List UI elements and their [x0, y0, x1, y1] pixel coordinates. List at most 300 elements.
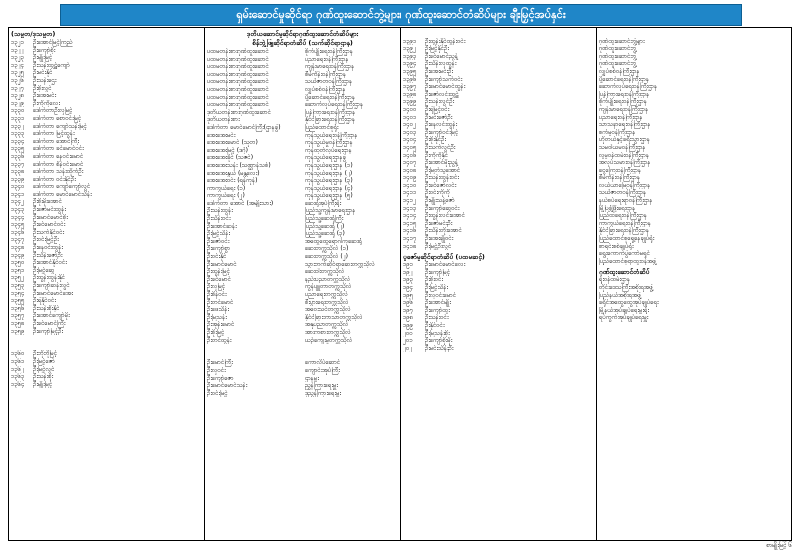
row-left: ဦးလှမြင့် — [207, 283, 226, 291]
list-item: ဆောက်လုပ်ရေးဝန်ကြီးဌာန — [599, 83, 658, 91]
entry-number: ၁၄၀၀ — [403, 105, 417, 113]
row-left: အေးအေးမင်း — [207, 131, 236, 139]
list-item — [11, 312, 202, 320]
list-item — [403, 174, 594, 182]
entry-number: ၁၄၀၈ — [403, 166, 417, 174]
row-right: စီးပွားရေးတက္ကသိုလ် — [305, 298, 349, 306]
entry-text: ဦးအောင်မိုးညွန့် — [425, 159, 459, 167]
row-left: ဒုတိယတန်းစား — [207, 116, 240, 124]
entry-text: ဦးမြသန်းစိုး — [425, 329, 450, 337]
list-item — [403, 68, 594, 76]
list-item — [403, 299, 594, 307]
list-item — [11, 328, 202, 336]
list-item — [11, 107, 202, 115]
row-right: ကုန်သွယ်ရေးဌာန (၂) — [305, 169, 353, 177]
entry-text: ဦးရဲနိုင်ဝင်း — [33, 297, 56, 305]
entry-text: ဦးအောင်မြင့်ကြည် — [33, 39, 73, 46]
entry-number: ၁၄၁၅ — [403, 219, 417, 227]
list-item: စာရင်းစစ်ချုပ်ရုံး — [599, 242, 634, 250]
row-right: ဆေးတက္ကသိုလ် (၁) — [305, 245, 349, 253]
list-item: ပြည်ထောင်စုရှေ့နေချုပ်ရုံး — [599, 235, 655, 243]
entry-number: ၁၃၅၆ — [11, 304, 25, 312]
list-item — [11, 236, 202, 244]
row-left: ဦးမောင်ကြီး — [207, 359, 233, 367]
table-column-3 — [401, 28, 597, 540]
entry-text: ဦးကျော်ဆန်းလွင် — [33, 282, 70, 289]
entry-number: ၁၃၂၆ — [11, 76, 25, 84]
row-left: ပထမတန်းစားဂုဏ်ထူးဆောင် — [207, 85, 269, 93]
list-item — [403, 235, 594, 243]
list-item — [11, 161, 202, 169]
row-right: ကောလိပ်ဆောင် — [305, 359, 341, 367]
entry-text: ဦးမြင့်နိုင်ဦး — [425, 45, 449, 53]
list-item — [11, 77, 202, 85]
list-item — [403, 197, 594, 205]
row-left: ပထမတန်းစားဂုဏ်ထူးဆောင် — [207, 63, 269, 71]
row-right: ကုန်ထုတ်လုပ်ရေးဌာန — [305, 146, 352, 154]
entry-number: ၁၃၉၄ — [403, 60, 417, 68]
entry-number: ၁၃၄၁ — [11, 190, 25, 198]
list-item: တိုင်းဒေသကြီးအစိုးရအဖွဲ့ — [599, 284, 653, 291]
row-left: ပထမတန်းစားဂုဏ်ထူးဆောင် — [207, 70, 269, 78]
list-item — [11, 320, 202, 328]
entry-text: ဦးလှဝင်းမောင် — [425, 291, 457, 299]
column-2-rows — [207, 48, 398, 397]
row-right: အထွေထွေရောဂါကုဆေးရုံ — [305, 237, 362, 245]
list-item: ပညာရေးဝန်ကြီးဌာန — [599, 113, 643, 121]
row-right: ကုန်သွယ်ရေးဌာန (၃) — [305, 177, 353, 185]
entry-text: ဦးဇော်လင်းထွဋ် — [425, 90, 459, 98]
entry-text: ဦးနေဝင်းထွန်း — [33, 244, 63, 252]
entry-number: ၁၃၃၆ — [11, 152, 25, 160]
list-item: နိုင်ငံခြားရေးဝန်ကြီးဌာန — [599, 227, 650, 235]
list-item: ခရိုင်အထွေထွေအုပ်ချုပ်ရေး — [599, 299, 659, 307]
entry-text: ဦးခင်မောင်ညွန့် — [425, 52, 458, 60]
entry-number: ၁၃၄၄ — [11, 213, 25, 221]
entry-text: ဦးဇော်မင်းထွန်း — [33, 206, 66, 214]
row-right: ပြည်သူ့ဆေးရုံ (၃) — [305, 230, 345, 238]
entry-number: ၁၄၀၅ — [403, 143, 417, 151]
entry-number: ၁၃၃၇ — [11, 160, 25, 168]
list-item — [403, 220, 594, 228]
entry-text: ဒေါက်တာ မြင့်ထွန်း — [33, 130, 75, 138]
entry-text: ဦးသိန်းလှထွန်း — [425, 60, 457, 68]
list-item — [11, 229, 202, 237]
entry-text: ဒေါက်တာ ဝင်းနိုင်ဦး — [33, 175, 76, 183]
list-item — [11, 274, 202, 282]
entry-text: ဦးမင်းသိန်းဦး — [425, 344, 454, 352]
row-left: ဒေါက်တာ မောင်မောင်ကြီး(ဌာနခွဲ) — [207, 123, 281, 131]
row-left: ဦးတင်မောင် — [207, 298, 234, 306]
column-3-section-head: ပူဇော်မှုဆိုင်ရာတံဆိပ် (ပထမဆင့်) — [403, 253, 485, 262]
column-1-entries — [11, 39, 202, 335]
entry-text: ဦးကျော်မြင့်ဦး — [33, 327, 64, 335]
list-item — [11, 145, 202, 153]
list-item: ပြည်ထဲရေးဝန်ကြီးဌာန — [599, 212, 648, 220]
row-right: အဝေးသင်တက္ကသိုလ် — [305, 306, 351, 314]
list-item — [403, 76, 594, 84]
row-right: ဆောက်လုပ်ရေးဝန်ကြီးဌာန — [305, 101, 364, 109]
row-left: ဦးသန်းထွန်း — [207, 207, 233, 215]
list-item — [403, 314, 594, 322]
entry-text: ဦးသက်နိုင်ဝင်း — [33, 228, 65, 236]
row-right: စိုက်ပျိုးရေးဝန်ကြီးဌာန — [305, 48, 354, 55]
entry-text: ဒေါက်တာ ခင်မောင်ဝင်း — [33, 145, 84, 153]
list-item — [11, 92, 202, 100]
list-item — [11, 290, 202, 298]
list-item — [11, 252, 202, 260]
list-item — [403, 307, 594, 315]
entry-text: ဦးကျော်စိုး — [33, 46, 56, 54]
entry-text: ဦးမြင့်ဇော် — [33, 357, 55, 365]
entry-number: ၁၃၄၆ — [11, 228, 25, 236]
list-item: ပြည်နယ်အစိုးရအဖွဲ့ — [599, 291, 641, 299]
list-item: နယ်စပ်ရေးရာဝန်ကြီးဌာန — [599, 197, 653, 205]
list-item: ပြန်ကြားရေးဝန်ကြီးဌာန — [599, 90, 650, 98]
entry-number: ၁၃၅၈ — [11, 319, 25, 327]
list-item: ငွေကြေးဝန်ကြီးဌာန — [599, 166, 642, 174]
entry-text: ဦးအေးမင်းဦး — [425, 67, 454, 75]
entry-text: ဦးစိုးမိုးအောင် — [33, 198, 63, 206]
entry-text: ဦးခင်မောင်ကြီး — [33, 319, 66, 327]
entry-text: ဦးမျိုးမြင့် — [33, 380, 53, 388]
entry-number: ၁၃၆၂ — [11, 365, 25, 373]
row-left: ဦးအုန်းမောင် — [207, 321, 235, 329]
entry-text: ဦးဝင်းကိုကို — [425, 189, 450, 197]
list-item — [11, 69, 202, 77]
list-item — [11, 183, 202, 191]
entry-text: ဒေါက်တာ အောင်ကြီး — [33, 137, 80, 145]
entry-number: ၁၃၅၄ — [11, 289, 25, 297]
list-item — [403, 159, 594, 167]
row-right: ဌာနမှူး — [305, 374, 319, 382]
entry-text: ဒေါက်တာ နေဝင်းမောင် — [33, 152, 84, 160]
row-right: ဒုညွှန်ကြားရေးမှူး — [305, 389, 342, 397]
entry-number: ၁၄၁၂ — [403, 197, 417, 205]
list-item — [11, 358, 202, 366]
list-item: ရွေးကောက်ပွဲကော်မရှင် — [599, 250, 651, 258]
entry-text: ဦးကျော်ဆွေဝင်း — [425, 204, 460, 212]
entry-text: ဦးကိုကိုနိုင် — [425, 151, 449, 159]
list-item — [403, 129, 594, 137]
entry-number: ၁၃၂၁ — [11, 39, 25, 46]
entry-text: ဦးကိုကိုလေး — [33, 99, 60, 107]
list-item — [403, 106, 594, 114]
entry-number: ၁၃၅၇ — [11, 312, 25, 320]
entry-text: ဦးအောင်နိုင်ဝင်း — [33, 259, 67, 267]
entry-number: ၁၃၄၀ — [11, 183, 25, 191]
entry-text: ဦးခင်မောင်ဝင်း — [33, 221, 66, 229]
entry-text: ဦးမျိုးသန့်ဇော် — [425, 197, 455, 205]
list-item — [403, 121, 594, 129]
entry-text: ဦးမြတ်သူအောင် — [425, 166, 461, 174]
entry-text: ဦးသန်းစိုး — [33, 373, 54, 381]
entry-text: ဦးသန်းဌေး — [33, 76, 57, 84]
entry-number: ၁၃၂၈ — [11, 92, 25, 100]
entry-number: ၁၃၉၂ — [403, 45, 417, 53]
entry-text: ဦးသန်းလွင်ဦး — [425, 98, 455, 106]
list-item — [11, 282, 202, 290]
list-item — [403, 144, 594, 152]
row-right: ယဉ်ကျေးမှုတက္ကသိုလ် — [305, 336, 353, 344]
row-left: ဦးကျော်ဇော — [207, 374, 234, 382]
row-right: နိုင်ငံခြားရေးဝန်ကြီးဌာန — [305, 116, 356, 124]
entry-number: ၁၃၉၈ — [403, 90, 417, 98]
list-item — [403, 276, 594, 284]
list-item — [11, 381, 202, 389]
entry-number: ၁၃၂၇ — [11, 84, 25, 92]
entry-text: ဦးနိုင်ဝင်း — [425, 321, 445, 329]
entry-number: ၁၃၃၂ — [11, 122, 25, 130]
row-left: ဦးမြသန်း — [207, 313, 227, 321]
page-footer-note: စာမျိုးမြင့် ၆ — [766, 542, 792, 549]
entry-number: ၂၀၀ — [403, 329, 413, 337]
row-right: ကုန်သွယ်မှုဝန်ကြီးဌာန — [305, 139, 353, 147]
list-item — [403, 83, 594, 91]
list-item: စိုက်ပျိုးရေးဝန်ကြီးဌာန — [599, 98, 648, 106]
list-item: လယ်ယာမြေဝန်ကြီးဌာန — [599, 181, 651, 189]
entry-text: ဦးမြင့်ဦးလွင် — [425, 242, 452, 250]
column-2-left — [207, 48, 305, 397]
row-left: ဦးစိန်ဝင်း — [207, 291, 227, 298]
list-item: သာသနာရေးဝန်ကြီးဌာန — [599, 121, 651, 129]
list-item: ရုံးဝန်ထမ်းဌာန — [599, 276, 631, 284]
row-left: ပထမတန်းစားဂုဏ်ထူးဆောင် — [207, 101, 269, 109]
list-item: စက်မှုဝန်ကြီးဌာန — [599, 128, 636, 136]
entry-text: ဦးအောင်ကျော်မိုး — [33, 312, 70, 320]
row-right: ပြည်သူ့ဆေးရုံကြီး — [305, 215, 344, 223]
list-item — [11, 198, 202, 206]
page-title: ရှမ်းဆောင်မှုဆိုင်ရာ ဂုဏ်ထူးဆောင်ဘွဲ့များ၊ ဂုဏ်ထူးဆောင်တံဆိပ်များ ချီးမြှင့်အပ်နှင်း — [60, 4, 742, 26]
list-item — [11, 153, 202, 161]
list-item: စီမံကိန်းဝန်ကြီးဌာန — [599, 174, 641, 182]
entry-text: ဦးမောင်မောင်ထွန်း — [425, 83, 466, 91]
entry-number: ၁၄၁၆ — [403, 227, 417, 235]
list-item — [403, 53, 594, 61]
entry-number: ၁၃၃၀ — [11, 107, 25, 115]
entry-number: ၁၃၅၅ — [11, 297, 25, 305]
entry-number: ၁၃၃၁ — [11, 114, 25, 122]
list-item: ဂုဏ်ထူးဆောင်ဘွဲ့ — [599, 45, 637, 53]
entry-text: ဦးထွန်းနိုင်ထွန်းဝင်း — [425, 37, 466, 45]
list-item — [11, 100, 202, 108]
entry-text: ဦးထွန်းလင်းအောင် — [425, 212, 466, 220]
list-item — [11, 168, 202, 176]
list-item: ဂုဏ်ထူးဆောင်ဘွဲ့ — [599, 60, 637, 68]
row-right: နိုင်ငံခြားဘာသာတက္ကသိုလ် — [305, 313, 363, 321]
entry-text: ဦးသိန်းတိုးအောင် — [425, 227, 462, 235]
list-item — [403, 91, 594, 99]
row-left: ကာကွယ်ရေး (၂) — [207, 192, 245, 200]
entry-number: ၁၉၃ — [403, 276, 414, 284]
list-item — [403, 98, 594, 106]
list-item: မြို့နယ်အုပ်ချုပ်ရေးမှူးရုံး — [599, 306, 649, 314]
row-right: ကျန်းမာရေးဝန်ကြီးဌာန — [305, 63, 355, 71]
entry-text: ဒေါက်တာဦးလှမြင့် — [33, 107, 73, 115]
entry-text: ဦးမြင့်သိန်း — [425, 284, 449, 291]
entry-number: ၁၉၇ — [403, 306, 414, 314]
entry-number: ၁၃၄၂ — [11, 198, 25, 206]
entry-number: ၁၉၈ — [403, 314, 414, 322]
list-item: သမဝါယမဝန်ကြီးဌာန — [599, 143, 646, 151]
entry-text: ဦးဇော်မင်းဦး — [425, 219, 453, 227]
entry-number: ၁၃၄၅ — [11, 221, 25, 229]
list-item — [11, 115, 202, 123]
entry-text: ဦးသက်လွင်ဦး — [425, 143, 456, 151]
entry-text: ဦးမျိုးမြင့် — [33, 54, 53, 62]
column-3-section2-entries — [403, 261, 594, 352]
entry-number: ၂၀၁ — [403, 337, 413, 345]
entry-text: ဦးအောင်မျိုး — [425, 299, 451, 307]
entry-number: ၁၃၉၃ — [403, 52, 417, 60]
row-left: ပထမတန်းစားဂုဏ်ထူးဆောင် — [207, 78, 269, 86]
column-4-entries — [599, 38, 789, 266]
list-item — [403, 330, 594, 338]
list-item — [403, 167, 594, 175]
row-left: ဦးခင်မောင် — [207, 275, 232, 283]
row-left: ပထမတန်းစားဂုဏ်ထူးဆောင် — [207, 93, 269, 101]
entry-text: ဦးကျော်မြင့် — [425, 268, 451, 276]
list-item — [11, 138, 202, 146]
list-item: သယံဇာတဝန်ကြီးဌာန — [599, 189, 647, 197]
row-right: အားကစားတက္ကသိုလ် — [305, 328, 351, 336]
row-right: ကုန်သွယ်ရေးဌာနခွဲ — [305, 154, 347, 162]
column-2-right — [305, 48, 398, 397]
row-left: ပထမတန်းစားဂုဏ်ထူးဆောင် — [207, 48, 269, 55]
entry-number: ၁၃၆၄ — [11, 380, 25, 388]
row-left: ဦးအောင်ဆန်း — [207, 222, 237, 230]
entry-number: ၁၃၉၇ — [403, 83, 417, 91]
entry-text: ဦးထွန်းထွန်းနိုင် — [33, 274, 66, 282]
list-item: အလုပ်သမားဝန်ကြီးဌာန — [599, 159, 651, 167]
row-right: ကုန်သွယ်ရေးဌာန (၁) — [305, 161, 353, 169]
list-item: မြို့ပြဖွံ့ဖြိုးရေးဌာန — [599, 204, 636, 212]
row-right: ပြည်ထောင်စုရုံး — [305, 123, 339, 131]
entry-number: ၁၃၃၄ — [11, 137, 25, 145]
entry-text: ဒေါက်တာ ကျော်သန်းမြင့် — [33, 122, 88, 130]
entry-number: ၁၉၆ — [403, 299, 414, 307]
row-right: ကွန်ပျူတာတက္ကသိုလ် — [305, 283, 352, 291]
list-item: ရပ်ကွက်အုပ်ချုပ်ရေးမှူး — [599, 314, 649, 322]
entry-number: ၁၄၁၀ — [403, 181, 417, 189]
entry-text: ဦးသန်းစိုးနိုင် — [33, 304, 60, 312]
table-column-2 — [205, 28, 401, 540]
row-right: ပညာရေးဝန်ကြီးဌာန — [305, 55, 349, 63]
row-left: ဦးသိန်းဝင်း — [207, 215, 231, 223]
row-left: အေးအေးမောင် (သုတ) — [207, 139, 258, 147]
entry-number: ၁၄၁၇ — [403, 235, 417, 243]
row-right: ဆေးရုံအုပ်ကြီးရုံး — [305, 199, 342, 207]
list-item — [11, 221, 202, 229]
entry-text: ဦးအေးမင်း — [33, 92, 57, 100]
row-right: လျှပ်စစ်ဝန်ကြီးဌာန — [305, 85, 346, 93]
row-right: ပညာရေးတက္ကသိုလ် — [305, 291, 349, 298]
list-item — [11, 62, 202, 70]
entry-number: ၁၃၃၃ — [11, 130, 25, 138]
entry-number: ၁၃၉၉ — [403, 98, 417, 106]
entry-number: ၁၃၂၃ — [11, 54, 25, 62]
list-item: ကျန်းမာရေးဝန်ကြီးဌာန — [599, 105, 649, 113]
entry-number: ၁၃၂၉ — [11, 99, 25, 107]
entry-text: ဦးစိုးဝင်း — [425, 276, 443, 284]
column-3-entries — [403, 38, 594, 251]
row-right: ပြည်သူ့ဆေးရုံ (၂) — [305, 222, 345, 230]
entry-number: ၁၃၆၁ — [11, 357, 25, 365]
column-1-title: (သမ္မတ/ဒုသမ္မတ) — [11, 30, 56, 38]
entry-number: ၁၃၂၂ — [11, 46, 24, 54]
list-item — [403, 114, 594, 122]
list-item — [11, 54, 202, 62]
list-item: ဂုဏ်ထူးဆောင်ဘွဲ့ — [599, 52, 637, 60]
entry-text: ဦးမောင်မောင်စိုး — [33, 213, 68, 221]
main-table — [8, 27, 792, 541]
list-item — [11, 130, 202, 138]
list-item: ဂုဏ်ထူးဆောင်ဘွဲ့များ — [599, 37, 645, 45]
entry-number: ၁၄၁၄ — [403, 212, 417, 220]
row-left: ဦးကျော်စွာ — [207, 245, 231, 253]
entry-number: ၁၄၀၁ — [403, 113, 417, 121]
entry-number: ၂၀၂ — [403, 344, 413, 352]
row-left: ဦးဖေသိန်း — [207, 306, 229, 314]
entry-number: ၁၃၄၈ — [11, 244, 25, 252]
row-left: ဦးတင်ထွန်း — [207, 336, 232, 344]
row-left: ဦးဝင်းမြင့် — [207, 389, 228, 397]
entry-number: ၁၄၀၆ — [403, 151, 417, 159]
row-left: ဒုတိယတန်းစားဂုဏ်ထူးဆောင် — [207, 108, 272, 116]
list-item: ပြည်ထောင်စုရာထူးဝန်အဖွဲ့ — [599, 257, 657, 265]
table-column-1 — [9, 28, 205, 540]
list-item — [403, 189, 594, 197]
entry-text: ဦးကျော်ဝင်းမြင့် — [425, 128, 459, 136]
column-4-section-head: ဂုဏ်ထူးဆောင်တံဆိပ် — [599, 268, 650, 277]
list-item: ကာကွယ်ရေးဝန်ကြီးဌာန — [599, 219, 652, 227]
list-item — [403, 182, 594, 190]
list-item: လူမှုဝန်ထမ်းဝန်ကြီးဌာန — [599, 151, 650, 159]
entry-text: ဒေါက်တာ ကျော်ကျော်လွင် — [33, 183, 91, 191]
row-left: ဦးလှဝင်း — [207, 366, 226, 374]
entry-number: ၁၃၅၀ — [11, 259, 25, 267]
list-item — [11, 305, 202, 313]
column-4-bottom-entries — [599, 276, 789, 322]
entry-text: ဦးဝင်းမြင့်ဦး — [33, 236, 59, 244]
list-item: ဟိုတယ်နှင့်ခရီးသွားဌာန — [599, 136, 650, 144]
list-item — [403, 284, 594, 292]
table-column-4 — [597, 28, 791, 540]
row-right: ပြန်ကြားရေးဝန်ကြီးဌာန — [305, 108, 356, 116]
list-item — [403, 205, 594, 213]
row-left: ဦးစိုးမြင့် — [207, 328, 225, 336]
entry-number: ၁၃၂၄ — [11, 61, 25, 69]
list-item — [11, 366, 202, 374]
row-left: ဦးမြင့်သိန်း — [207, 230, 231, 238]
entry-text: ဦးကျော်စိုးမိုး — [425, 337, 453, 345]
list-item — [403, 136, 594, 144]
list-item — [403, 337, 594, 345]
list-item — [11, 47, 202, 55]
row-left: အေးအေးခိုင် (သဇင်) — [207, 154, 254, 162]
entry-number: ၁၄၀၇ — [403, 159, 417, 167]
entry-number: ၁၄၁၃ — [403, 204, 417, 212]
entry-text: ဦးမောင်မောင်လေး — [425, 261, 466, 269]
list-item — [403, 261, 594, 269]
row-left: ပထမတန်းစားဂုဏ်ထူးဆောင် — [207, 55, 269, 63]
row-right: ကုန်သွယ်ရေးဌာန (၄) — [305, 184, 353, 192]
entry-number: ၁၃၅၃ — [11, 282, 25, 289]
entry-text: ဦးရဲမြင့်ဝင်း — [425, 105, 450, 113]
list-item — [11, 206, 202, 214]
row-left: ဦးမောင်မောင် — [207, 260, 237, 268]
entry-number: ၁၉၁ — [403, 261, 414, 269]
